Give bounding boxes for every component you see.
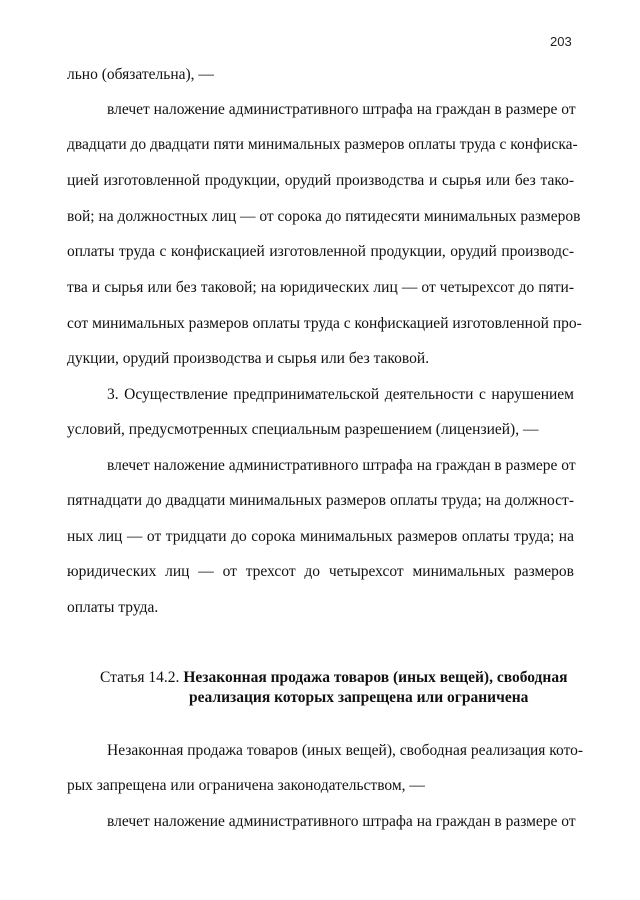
text-line: цией изготовленной продукции, орудий производства и сырья или без тако- bbox=[67, 172, 574, 189]
text-line: влечет наложение административного штрафа на граждан в размере от bbox=[107, 457, 576, 474]
article-title-line1: Незаконная продажа товаров (иных вещей), свободная bbox=[183, 669, 568, 686]
text-line: условий, предусмотренных специальным разрешением (лицензией), — bbox=[67, 421, 539, 438]
text-line: льно (обязательна), — bbox=[67, 66, 214, 83]
text-line: оплаты труда с конфискацией изготовленной продукции, орудий производс- bbox=[67, 243, 574, 260]
article-title-line2: реализация которых запрещена или ограничена bbox=[189, 689, 529, 706]
article-number: Статья 14.2. bbox=[100, 669, 180, 686]
text-line: Незаконная продажа товаров (иных вещей), свободная реализация кото- bbox=[107, 742, 584, 759]
text-line: юридических лиц — от трехсот до четырехсот минимальных размеров bbox=[67, 563, 574, 580]
text-line: вой; на должностных лиц — от сорока до пятидесяти минимальных размеров bbox=[67, 208, 581, 225]
text-line: влечет наложение административного штрафа на граждан в размере от bbox=[107, 813, 576, 830]
page-number: 203 bbox=[550, 34, 572, 49]
text-line: сот минимальных размеров оплаты труда с конфискацией изготовленной про- bbox=[67, 315, 582, 332]
text-line: двадцати до двадцати пяти минимальных размеров оплаты труда с конфиска- bbox=[67, 136, 578, 153]
text-line: рых запрещена или ограничена законодательством, — bbox=[67, 777, 425, 794]
text-line: оплаты труда. bbox=[67, 599, 159, 616]
text-line: ных лиц — от тридцати до сорока минимальных размеров оплаты труда; на bbox=[67, 528, 574, 545]
text-line: дукции, орудий производства и сырья или без таковой. bbox=[67, 350, 430, 367]
article-heading bbox=[100, 668, 580, 688]
text-line: влечет наложение административного штрафа на граждан в размере от bbox=[107, 101, 576, 118]
text-line: пятнадцати до двадцати минимальных размеров оплаты труда; на должност- bbox=[67, 492, 574, 509]
text-line: 3. Осуществление предпринимательской деятельности с нарушением bbox=[107, 386, 574, 403]
text-line: тва и сырья или без таковой; на юридических лиц — от четырехсот до пяти- bbox=[67, 279, 574, 296]
